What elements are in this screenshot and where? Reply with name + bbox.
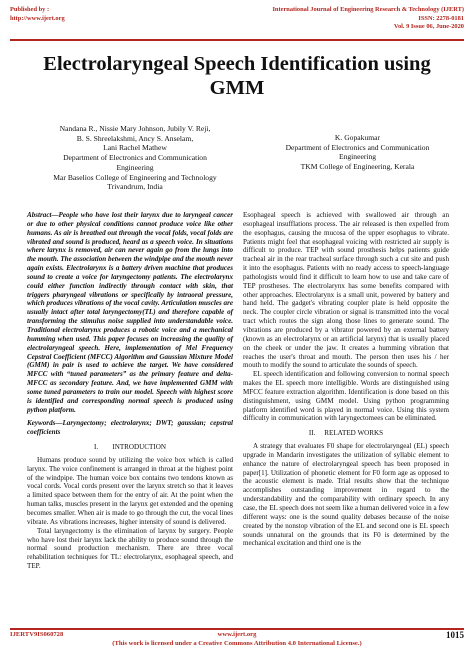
journal-url-link[interactable]: http://www.ijert.org: [10, 14, 65, 22]
section-heading-related-works: II. RELATED WORKS: [308, 429, 384, 438]
footer-divider: [10, 628, 464, 630]
author-institution: Mar Baselios College of Engineering and Technology: [53, 172, 217, 182]
keywords-text: —Laryngectomy; electrolarynx; DWT; gaussian; cepstral coefficients: [27, 419, 233, 437]
author-names: B. S. Shreelakshmi, Ancy S. Anselam,: [76, 133, 194, 143]
author-institution: Trivandrum, India: [107, 182, 163, 192]
left-column: [27, 211, 233, 571]
issn: ISSN: 2278-0181: [418, 14, 464, 22]
keywords-label: Keywords: [27, 419, 56, 428]
author-block-left: [30, 124, 240, 192]
abstract-label: Abstract: [27, 211, 52, 219]
body-paragraph: Esophageal speech is achieved with swallowed air through an esophageal insufflations process. The air released is then expelled from the esophagus, causing the mucosa of the upper esophagus to vibrate. Patients might feel that esophageal voicing with restricted air supply is difficult to produce. TEP with sound prosthesis helps patients guide tracheal air in the rear tracheal surface through such a cut site and push it into the esophagus. Patients with no ready access to speech-language pathologists would find it difficult to learn how to use and take care of TEP prostheses. The electrolarynx has some benefits compared with other approaches. Electrolarynx is a small unit, powered by battery and hand held. The gadget's vibrating coupler plate is held opposite the neck. The coupler circle vibration or signal is transmitted into the vocal tract which routes the sign along those lines to generate sound. The vibrations are produced by a vibrator powered by an external battery (known as an electrolarynx or an artificial larynx) that is usually placed on the cheek or under the jaw. It creates a humming vibration that reaches the user's throat and mouth. The person then uses his / her mouth to modify the sound to articulate the sounds of speech.: [243, 211, 449, 370]
paper-title: [20, 52, 454, 100]
body-paragraph: Humans produce sound by utilizing the voice box which is called larynx. The voice confinement is arranged in throat at the highest point of the windpipe. The human voice box contains two tendons known as vocal cords. Vocal cords present over the larynx stretch so that it leaves a limited space between them for the entry of air. At the point when the human talks, muscles present in the larynx get extended and the opening becomes smaller. When air is made to go through the cut, the vocal lines vibrate. As vibrations increases, higher intensity of sound is delivered.: [27, 455, 233, 526]
publisher-block: [10, 6, 65, 23]
body-paragraph: EL speech identification and following conversion to normal speech makes the EL speech more intelligible. Words are distinguished using MFCC feature extraction algorithm. Identification is done based on this distinguishment, using GMM model. Using python programming platform identified word is played in normal voice. Using this system difficulty in communication with laryngectomees can be eliminated.: [243, 370, 449, 423]
license-notice: (This work is licensed under a Creative Commons Attribution 4.0 International License.): [112, 640, 362, 647]
page-number: 1015: [446, 630, 464, 640]
body-paragraph: Total laryngectomy is the elimination of larynx by surgery. People who have lost their larynx lack the ability to produce sound through the normal sound production mechanism. There are three vocal rehabilitation techniques for TL: electrolarynx, esophageal speech, and TEP.: [27, 526, 233, 571]
paper-id: IJERTV9IS060728: [10, 631, 64, 638]
author-name: K. Gopakumar: [334, 133, 381, 142]
abstract: [27, 211, 233, 414]
title-line-1: Electrolaryngeal Speech Identification using: [43, 53, 431, 75]
title-line-2: GMM: [209, 77, 265, 99]
author-names: Lani Rachel Mathew: [103, 143, 167, 153]
author-department: Department of Electronics and Communication: [285, 142, 430, 152]
author-department: Engineering: [116, 162, 154, 172]
keywords: [27, 419, 233, 437]
volume-issue: Vol. 9 Issue 06, June-2020: [393, 23, 464, 30]
journal-name: International Journal of Engineering Research & Technology (IJERT): [272, 6, 464, 13]
published-by: Published by :: [10, 6, 50, 13]
page-footer: [10, 631, 464, 651]
author-department: Department of Electronics and Communication: [63, 153, 207, 163]
author-department: Engineering: [338, 152, 377, 162]
page-header: [10, 6, 464, 42]
body-paragraph: A strategy that evaluates F0 shape for electrolaryngeal (EL) speech upgrade in Mandarin investigates the utilization of syllabic element to enhance the nature of electrolaryngeal speech has been proposed in paper[1]. Utilization of phonetic element for F0 form age as opposed to the acoustic element is made. Trial results show that the technique accomplishes outstanding improvement in regard to the understandability and the comparability with ordinary speech. In any case, the EL speech does not seem like a human delivered voice in a few different ways: one is the sound quality debases because of the noise created by the nonstop vibration of the EL and second one is EL speech sounds unnatural on the grounds that its F0 is determined by the mechanical excitation and third one is the: [243, 442, 449, 548]
abstract-text: —People who have lost their larynx due to laryngeal cancer or due to other physical conditions cannot produce voice like other humans. As air is breathed out through the vocal folds, vocal folds are vibrated and sound is produced, heard as a speech voice. In situations where larynx is removed, air can never again go from the lungs into the mouth. The association between the windpipe and the mouth never again exists. Electrolarynx is a battery driven machine that produces sound to create a voice for laryngectomy patients. The electrolarynx could either function indirectly through contact with skin, that triggers pharyngeal vibrations or specifically by intraoral pressure, which produces vibrations of the vocal cavity. Articulation muscles are usually intact after total laryngectomy(TL) and therefore capable of transforming the stimulus noise supplied into understandable voice. Traditional electrolarynx produces a robotic voice and a mechanical humming when used. This paper focuses on increasing the quality of electrolaryngeal speech. Here, implementation of Mel Frequency Cepstral Coefficient (MFCC) Algorithm and Gaussian Mixture Model (GMM) in pair is used to achieve the target. We have considered MFCC with “tuned parameters” as the primary feature and delta-MFCC as secondary feature. And, we have implemented GMM with some tuned parameters to train our model. Speech with highest score is identified and corresponding normal speech is produced using python platform.: [27, 211, 233, 414]
right-column: [243, 211, 449, 548]
author-names: Nandana R., Nissie Mary Johnson, Jubily V. Reji,: [59, 124, 211, 133]
author-institution: TKM College of Engineering, Kerala: [300, 162, 415, 172]
journal-block: [272, 6, 464, 32]
author-block-right: [255, 133, 460, 172]
section-heading-introduction: I. INTRODUCTION: [94, 443, 166, 452]
header-divider: [10, 39, 464, 41]
footer-site-link[interactable]: www.ijert.org: [217, 631, 257, 638]
